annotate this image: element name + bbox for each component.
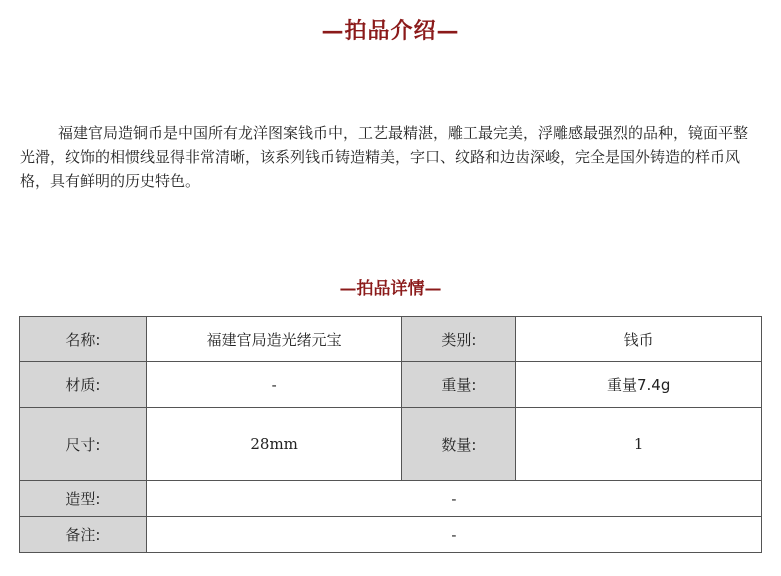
shape-value: -	[146, 481, 761, 517]
name-label: 名称:	[20, 317, 147, 362]
note-value: -	[146, 517, 761, 553]
details-table	[19, 316, 762, 553]
table-row	[20, 408, 762, 481]
size-value: 28mm	[146, 408, 402, 481]
weight-label: 重量:	[402, 362, 516, 408]
details-heading: —拍品详情—	[339, 279, 442, 299]
material-label: 材质:	[20, 362, 147, 408]
intro-heading: —拍品介绍—	[321, 18, 460, 44]
size-label: 尺寸:	[20, 408, 147, 481]
material-value: -	[146, 362, 402, 408]
quantity-label: 数量:	[402, 408, 516, 481]
note-label: 备注:	[20, 517, 147, 553]
table-row	[20, 362, 762, 408]
weight-value: 重量7.4g	[516, 362, 762, 408]
table-row	[20, 317, 762, 362]
table-row	[20, 481, 762, 517]
category-label: 类别:	[402, 317, 516, 362]
table-row	[20, 517, 762, 553]
name-value: 福建官局造光绪元宝	[146, 317, 402, 362]
shape-label: 造型:	[20, 481, 147, 517]
intro-paragraph: 福建官局造铜币是中国所有龙洋图案钱币中，工艺最精湛，雕工最完美，浮雕感最强烈的品种，镜面平整光滑，纹饰的相惯线显得非常清晰，该系列钱币铸造精美，字口、纹路和边齿深峻，完全是国外铸造的样币风格，具有鲜明的历史特色。	[20, 124, 749, 190]
category-value: 钱币	[516, 317, 762, 362]
quantity-value: 1	[516, 408, 762, 481]
